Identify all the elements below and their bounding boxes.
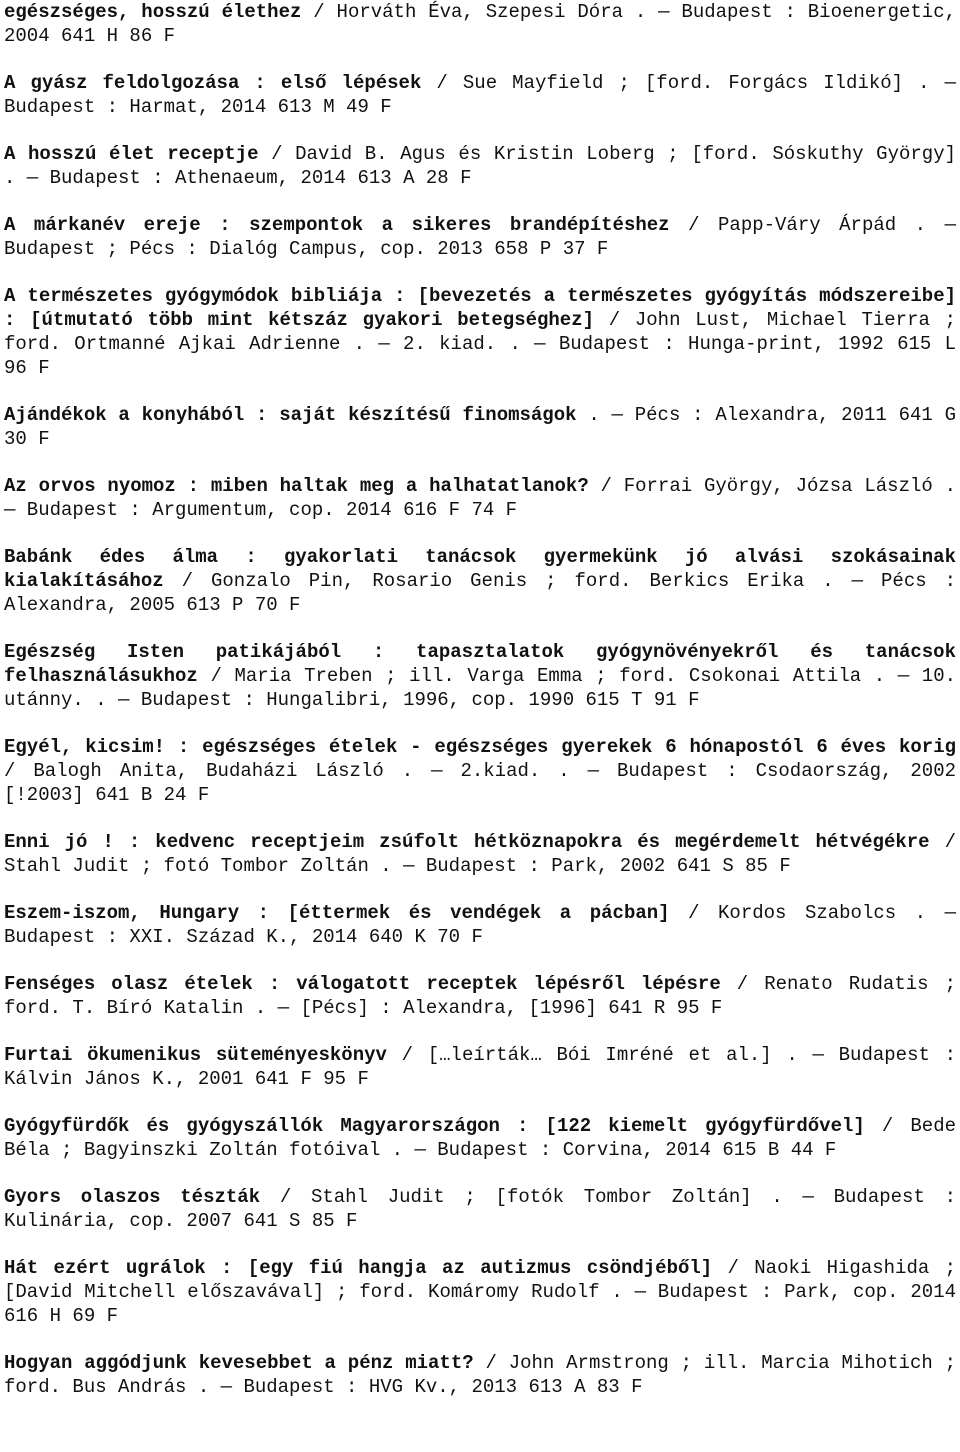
- entry-title: Fenséges olasz ételek : válogatott receptek lépésről lépésre: [4, 973, 721, 995]
- entry-details: / David B. Agus és Kristin Loberg ; [ford. Sóskuthy György] . — Budapest : Athenaeum, 2014 613 A 28 F: [4, 143, 956, 189]
- entry-details: . — Pécs : Alexandra, 2011 641 G 30 F: [4, 404, 957, 450]
- catalog-entry: [4, 213, 956, 261]
- entry-title: Eszem-iszom, Hungary : [éttermek és vendégek a pácban]: [4, 902, 670, 924]
- entry-title: Egyél, kicsim! : egészséges ételek - egészséges gyerekek 6 hónapostól 6 éves korig: [4, 736, 956, 758]
- entry-details: / Bede Béla ; Bagyinszki Zoltán fotóival . — Budapest : Corvina, 2014 615 B 44 F: [4, 1115, 956, 1161]
- entry-details: / Sue Mayfield ; [ford. Forgács Ildikó] . — Budapest : Harmat, 2014 613 M 49 F: [4, 72, 956, 118]
- catalog-entry: [4, 1043, 956, 1091]
- entry-title: Egészség Isten patikájából : tapasztalatok gyógynövényekről és tanácsok felhasználásukhoz: [4, 641, 956, 687]
- entry-details: / Papp-Váry Árpád . — Budapest ; Pécs : Dialóg Campus, cop. 2013 658 P 37 F: [4, 214, 957, 260]
- catalog-entry: [4, 1256, 956, 1328]
- entry-details: / Kordos Szabolcs . — Budapest : XXI. Század K., 2014 640 K 70 F: [4, 902, 957, 948]
- entry-details: / Naoki Higashida ; [David Mitchell előszavával] ; ford. Komáromy Rudolf . — Budapest : Park, cop. 2014 616 H 69 F: [4, 1257, 956, 1327]
- entry-title: A hosszú élet receptje: [4, 143, 259, 165]
- catalog-entry: [4, 1185, 956, 1233]
- catalog-entry: [4, 0, 956, 48]
- entry-details: / Renato Rudatis ; ford. T. Bíró Katalin . — [Pécs] : Alexandra, [1996] 641 R 95 F: [4, 973, 956, 1019]
- entry-title: Gyógyfürdők és gyógyszállók Magyarországon : [122 kiemelt gyógyfürdővel]: [4, 1115, 865, 1137]
- entry-details: / John Lust, Michael Tierra ; ford. Ortmanné Ajkai Adrienne . — 2. kiad. . — Budapest : Hunga-print, 1992 615 L 96 F: [4, 309, 956, 379]
- entry-title: Ajándékok a konyhából : saját készítésű finomságok: [4, 404, 577, 426]
- catalog-entry: [4, 901, 956, 949]
- entry-title: A márkanév ereje : szempontok a sikeres brandépítéshez: [4, 214, 670, 236]
- catalog-entry: [4, 284, 956, 380]
- catalog-entry: [4, 1351, 956, 1399]
- entry-details: / Forrai György, Józsa László . — Budapest : Argumentum, cop. 2014 616 F 74 F: [4, 475, 956, 521]
- entry-details: / Gonzalo Pin, Rosario Genis ; ford. Berkics Erika . — Pécs : Alexandra, 2005 613 P 70 F: [4, 570, 956, 616]
- catalog-entry: [4, 640, 956, 712]
- entry-details: / Stahl Judit ; [fotók Tombor Zoltán] . — Budapest : Kulinária, cop. 2007 641 S 85 F: [4, 1186, 956, 1232]
- catalog-entry: [4, 545, 956, 617]
- catalog-document: [4, 0, 956, 1422]
- entry-title: Enni jó ! : kedvenc receptjeim zsúfolt hétköznapokra és megérdemelt hétvégékre: [4, 831, 930, 853]
- catalog-entry: [4, 1114, 956, 1162]
- entry-details: / Maria Treben ; ill. Varga Emma ; ford. Csokonai Attila . — 10. utánny. . — Budapest : Hungalibri, 1996, cop. 1990 615 T 91 F: [4, 665, 956, 711]
- catalog-entry: [4, 972, 956, 1020]
- catalog-entry: [4, 142, 956, 190]
- entry-title: A természetes gyógymódok bibliája : [bevezetés a természetes gyógyítás módszereibe] : [útmutató több mint kétszáz gyakori betegséghez]: [4, 285, 956, 331]
- catalog-entry: [4, 403, 956, 451]
- entry-title: Babánk édes álma : gyakorlati tanácsok gyermekünk jó alvási szokásainak kialakításához: [4, 546, 956, 592]
- entry-details: / John Armstrong ; ill. Marcia Mihotich ; ford. Bus András . — Budapest : HVG Kv., 2013 613 A 83 F: [4, 1352, 956, 1398]
- entry-details: / Stahl Judit ; fotó Tombor Zoltán . — Budapest : Park, 2002 641 S 85 F: [4, 831, 956, 877]
- catalog-entry: [4, 71, 956, 119]
- entry-title: egészséges, hosszú élethez: [4, 1, 302, 23]
- entry-title: A gyász feldolgozása : első lépések: [4, 72, 422, 94]
- entry-title: Furtai ökumenikus süteményeskönyv: [4, 1044, 387, 1066]
- entry-title: Gyors olaszos tészták: [4, 1186, 261, 1208]
- catalog-entry: [4, 735, 956, 807]
- catalog-entry: [4, 474, 956, 522]
- entry-title: Hát ezért ugrálok : [egy fiú hangja az autizmus csöndjéből]: [4, 1257, 713, 1279]
- catalog-entry: [4, 830, 956, 878]
- entry-title: Hogyan aggódjunk kevesebbet a pénz miatt?: [4, 1352, 474, 1374]
- entry-details: / […leírták… Bói Imréné et al.] . — Budapest : Kálvin János K., 2001 641 F 95 F: [4, 1044, 956, 1090]
- entry-title: Az orvos nyomoz : miben haltak meg a halhatatlanok?: [4, 475, 589, 497]
- entry-details: / Horváth Éva, Szepesi Dóra . — Budapest : Bioenergetic, 2004 641 H 86 F: [4, 1, 956, 47]
- entry-details: / Balogh Anita, Budaházi László . — 2.kiad. . — Budapest : Csodaország, 2002 [!2003] 641 B 24 F: [4, 760, 956, 806]
